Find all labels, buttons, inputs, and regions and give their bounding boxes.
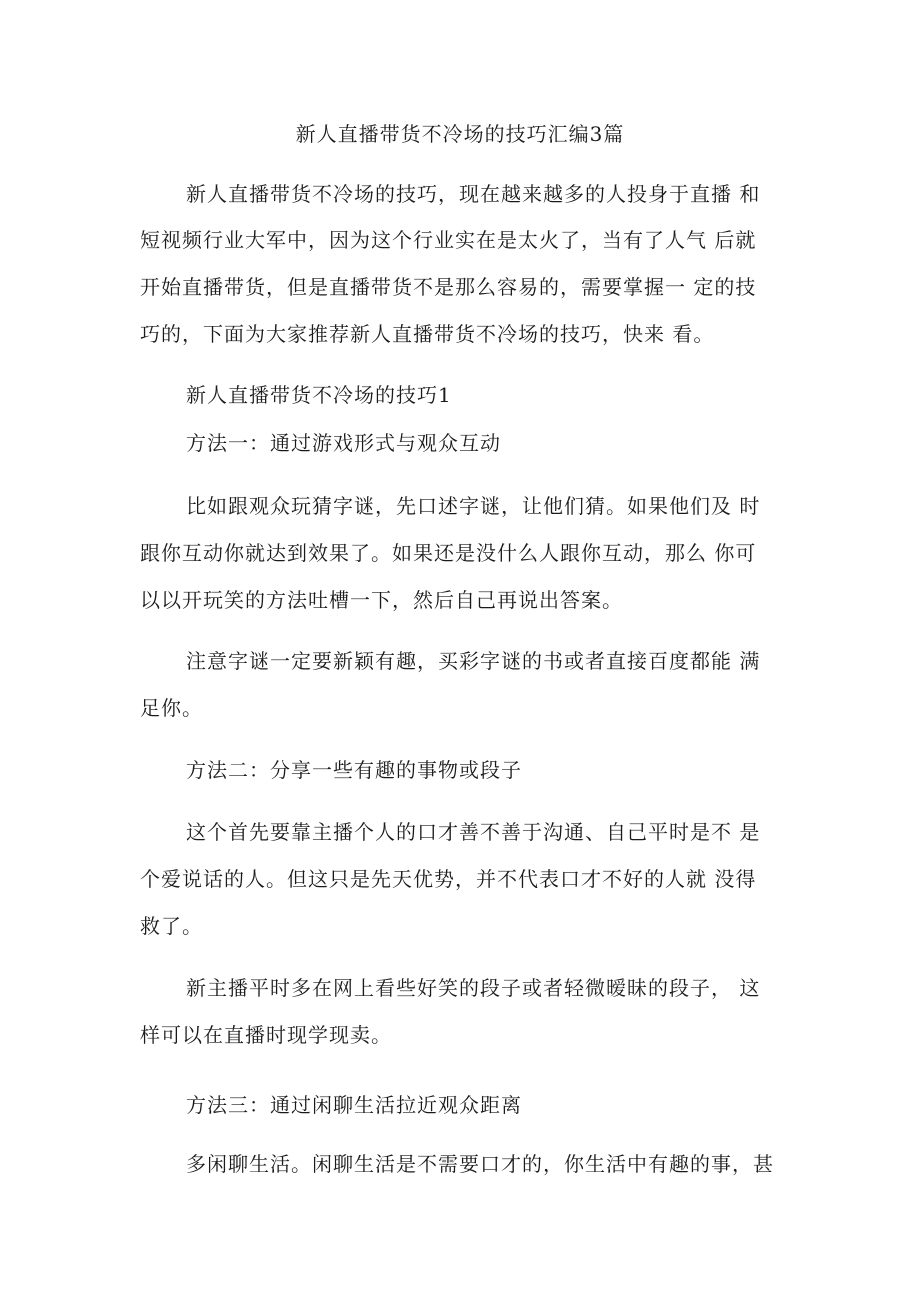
paragraph-line: 这个首先要靠主播个人的口才善不善于沟通、自己平时是不 是 <box>186 820 761 844</box>
paragraph-line: 新主播平时多在网上看些好笑的段子或者轻微暧昧的段子， 这 <box>186 976 761 1000</box>
paragraph-line: 跟你互动你就达到效果了。如果还是没什么人跟你互动，那么 你可 <box>140 541 757 565</box>
method-heading: 方法一：通过游戏形式与观众互动 <box>186 431 501 455</box>
section-heading: 新人直播带货不冷场的技巧1 <box>186 383 452 407</box>
paragraph-line: 注意字谜一定要新颖有趣，买彩字谜的书或者直接百度都能 满 <box>186 649 761 673</box>
paragraph-line: 多闲聊生活。闲聊生活是不需要口才的，你生活中有趣的事，甚 <box>186 1152 774 1176</box>
paragraph-line: 新人直播带货不冷场的技巧，现在越来越多的人投身于直播 和 <box>186 182 761 206</box>
document-title: 新人直播带货不冷场的技巧汇编3篇 <box>295 122 625 146</box>
paragraph-line: 短视频行业大军中，因为这个行业实在是太火了，当有了人气 后就 <box>140 228 757 252</box>
paragraph-line: 比如跟观众玩猜字谜，先口述字谜，让他们猜。如果他们及 时 <box>186 494 761 518</box>
paragraph-line: 个爱说话的人。但这只是先天优势，并不代表口才不好的人就 没得 <box>140 867 757 891</box>
method-heading: 方法三：通过闲聊生活拉近观众距离 <box>186 1093 522 1117</box>
paragraph-line: 样可以在直播时现学现卖。 <box>140 1023 392 1047</box>
paragraph-line: 以以开玩笑的方法吐槽一下，然后自己再说出答案。 <box>140 588 623 612</box>
paragraph-line: 足你。 <box>140 696 203 720</box>
method-heading: 方法二：分享一些有趣的事物或段子 <box>186 758 522 782</box>
paragraph-line: 开始直播带货，但是直播带货不是那么容易的，需要掌握一 定的技 <box>140 275 757 299</box>
paragraph-line: 巧的，下面为大家推荐新人直播带货不冷场的技巧，快来 看。 <box>140 322 715 346</box>
paragraph-line: 救了。 <box>140 914 203 938</box>
